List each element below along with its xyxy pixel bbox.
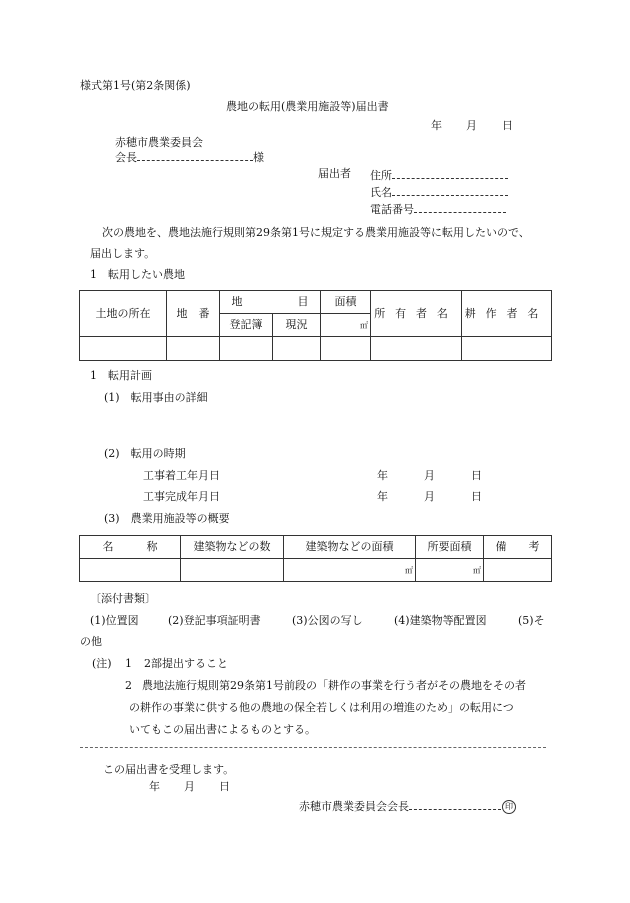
attachment-4: (4)建築物等配置図: [394, 614, 487, 627]
cell-location[interactable]: [80, 337, 167, 361]
signer-name-field[interactable]: [409, 798, 501, 810]
chair-name-field[interactable]: [137, 149, 253, 161]
section2-heading: 1 転用計画: [90, 369, 152, 382]
reason-heading: (1) 転用事由の詳細: [104, 391, 208, 404]
form-number: 様式第1号(第2条関係): [80, 79, 191, 92]
start-year: 年: [377, 469, 388, 482]
notes-label: (注): [92, 657, 112, 670]
address-field[interactable]: [392, 167, 508, 179]
date-day: 日: [502, 119, 513, 132]
col-bldg-count: 建築物などの数: [181, 536, 284, 559]
address-row: [370, 167, 508, 182]
col-category: 地 目: [220, 291, 321, 314]
attachment-5-wrap: の他: [80, 635, 102, 648]
addressee-org: 赤穂市農業委員会: [115, 136, 203, 149]
cell-bldg-count[interactable]: [181, 559, 284, 582]
name-row: [370, 184, 508, 199]
col-facility-name: 名 称: [80, 536, 181, 559]
cell-facility-name[interactable]: [80, 559, 181, 582]
acceptance-year: 年: [149, 780, 160, 793]
col-current: 現況: [273, 314, 321, 337]
overview-heading: (3) 農業用施設等の概要: [104, 512, 230, 525]
cell-current[interactable]: [273, 337, 321, 361]
cell-req-area[interactable]: ㎡: [416, 559, 484, 582]
area-unit: ㎡: [321, 314, 371, 337]
address-label: 住所: [370, 169, 392, 182]
note-2-number: 2: [125, 679, 132, 692]
cut-line: [80, 747, 546, 748]
cell-registry[interactable]: [220, 337, 273, 361]
acceptance-text: この届出書を受理します。: [103, 763, 235, 776]
attachments-heading: 〔添付書類〕: [90, 592, 156, 605]
attachment-1: (1)位置図: [90, 614, 139, 627]
attachment-2: (2)登記事項証明書: [168, 614, 261, 627]
phone-row: [370, 201, 506, 216]
note-2-line-3: いてもこの届出書によるものとする。: [129, 723, 316, 736]
phone-field[interactable]: [414, 201, 506, 213]
cell-cultivator[interactable]: [462, 337, 552, 361]
signer-title: 赤穂市農業委員会会長: [299, 800, 409, 813]
name-field[interactable]: [392, 184, 508, 196]
attachment-3: (3)公図の写し: [292, 614, 363, 627]
chair-prefix: 会長: [115, 151, 137, 164]
timing-heading: (2) 転用の時期: [104, 447, 186, 460]
date-year: 年: [431, 119, 442, 132]
note-1-number: 1: [125, 657, 132, 670]
facility-table: [79, 535, 552, 582]
attachment-5: (5)そ: [518, 614, 545, 627]
col-bldg-area: 建築物などの面積: [284, 536, 416, 559]
cell-area[interactable]: [321, 337, 371, 361]
honorific: 様: [253, 151, 264, 164]
col-lot: 地 番: [167, 291, 220, 337]
note-2-line-1: 農地法施行規則第29条第1号前段の「耕作の事業を行う者がその農地をその者: [142, 679, 526, 692]
section1-heading: 1 転用したい農地: [90, 268, 185, 281]
name-label: 氏名: [370, 186, 392, 199]
start-month: 月: [424, 469, 435, 482]
end-day: 日: [471, 490, 482, 503]
start-day: 日: [471, 469, 482, 482]
cell-owner[interactable]: [371, 337, 462, 361]
col-location: 土地の所在: [80, 291, 167, 337]
intro-line-2: 届出します。: [90, 247, 156, 260]
seal-icon: 印: [502, 800, 516, 814]
cell-lot[interactable]: [167, 337, 220, 361]
col-area: 面積: [321, 291, 371, 314]
land-table: [79, 290, 552, 361]
start-label: 工事着工年月日: [143, 469, 220, 482]
intro-line-1: 次の農地を、農地法施行規則第29条第1号に規定する農業用施設等に転用したいので、: [102, 226, 530, 239]
note-2-line-2: の耕作の事業に供する他の農地の保全若しくは利用の増進のため」の転用につ: [129, 701, 514, 714]
col-cultivator: 耕作者名: [462, 291, 552, 337]
cell-bldg-area[interactable]: ㎡: [284, 559, 416, 582]
phone-label: 電話番号: [370, 203, 414, 216]
addressee-chair: [115, 149, 264, 164]
end-label: 工事完成年月日: [143, 490, 220, 503]
col-owner: 所有者名: [371, 291, 462, 337]
applicant-label: 届出者: [318, 167, 351, 180]
acceptance-month: 月: [184, 780, 195, 793]
cell-remarks[interactable]: [484, 559, 552, 582]
end-year: 年: [377, 490, 388, 503]
col-remarks: 備 考: [484, 536, 552, 559]
col-req-area: 所要面積: [416, 536, 484, 559]
signer-row: [299, 798, 516, 814]
date-month: 月: [466, 119, 477, 132]
acceptance-day: 日: [219, 780, 230, 793]
note-1: 2部提出すること: [144, 657, 228, 670]
end-month: 月: [424, 490, 435, 503]
col-registry: 登記簿: [220, 314, 273, 337]
form-title: 農地の転用(農業用施設等)届出書: [226, 100, 389, 113]
